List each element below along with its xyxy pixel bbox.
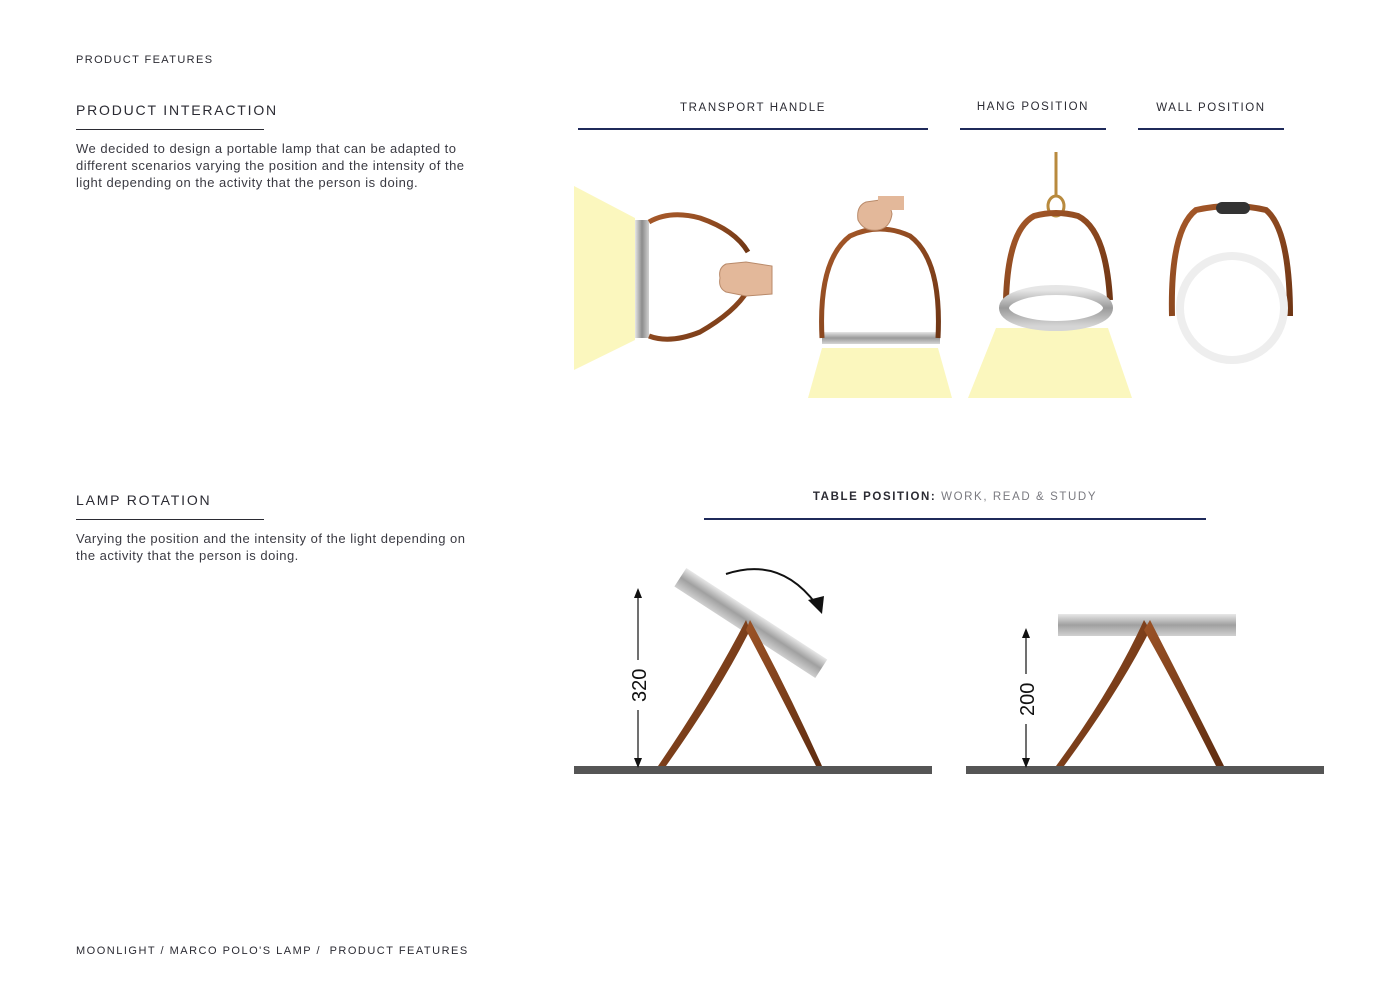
transport-side-lamp xyxy=(574,186,772,370)
rotation-title-rule xyxy=(76,519,264,520)
table-surface-left xyxy=(574,766,932,774)
transport-upright-lamp xyxy=(808,196,952,398)
transport-handle-title: TRANSPORT HANDLE xyxy=(680,102,826,114)
page-label: PRODUCT FEATURES xyxy=(76,54,214,66)
hang-light-beam xyxy=(968,328,1132,398)
rotation-illustrations xyxy=(560,540,1340,790)
footer-part1: MOONLIGHT / MARCO POLO'S LAMP / xyxy=(76,945,322,957)
rotate-arrowhead-icon xyxy=(808,596,824,614)
hang-position-rule xyxy=(960,128,1106,130)
wall-position-title: WALL POSITION xyxy=(1156,102,1266,114)
hang-lamp xyxy=(968,152,1132,398)
dimension-200: 200 xyxy=(1017,682,1039,716)
interaction-title-rule xyxy=(76,129,264,130)
wall-hook xyxy=(1216,202,1250,214)
footer-part2: PRODUCT FEATURES xyxy=(329,945,469,957)
table-position-title xyxy=(704,491,1206,503)
interaction-text: We decided to design a portable lamp that can be adapted to different scenarios varying the position and the intensity of the light depending on the activity that the person is doing. xyxy=(76,141,465,190)
upright-lamp-disc xyxy=(822,332,940,344)
table-position-light: WORK, READ & STUDY xyxy=(941,491,1098,503)
hang-position-title: HANG POSITION xyxy=(976,101,1090,113)
hang-ring xyxy=(1004,290,1108,326)
side-handle-top xyxy=(649,215,748,252)
interaction-title: PRODUCT INTERACTION xyxy=(76,102,278,118)
table-surface-right xyxy=(966,766,1324,774)
wall-position-rule xyxy=(1138,128,1284,130)
dimension-320: 320 xyxy=(629,668,651,702)
footer-breadcrumb xyxy=(76,945,473,957)
flat-leg-right xyxy=(1144,620,1224,766)
wall-ring xyxy=(1180,256,1284,360)
table-position-bold: TABLE POSITION: xyxy=(812,491,937,503)
side-light-beam xyxy=(574,186,635,370)
side-lamp-disc xyxy=(635,220,649,338)
flat-leg-left xyxy=(1056,620,1150,766)
tilted-lamp xyxy=(574,568,932,774)
table-position-rule xyxy=(704,518,1206,520)
wall-handle xyxy=(1172,206,1290,316)
upright-wrist xyxy=(878,196,904,210)
transport-handle-rule xyxy=(578,128,928,130)
upright-light-beam xyxy=(808,348,952,398)
rotation-title: LAMP ROTATION xyxy=(76,492,212,508)
flat-lamp xyxy=(966,614,1324,774)
side-hand-icon xyxy=(720,262,772,296)
wall-lamp xyxy=(1172,202,1290,360)
tilted-leg-left xyxy=(658,620,750,766)
interaction-illustrations xyxy=(560,140,1340,410)
upright-handle xyxy=(822,229,939,338)
side-handle-bottom xyxy=(649,290,748,339)
rotate-arrow-icon xyxy=(726,569,816,604)
rotation-text: Varying the position and the intensity of the light depending on the activity that the person is doing. xyxy=(76,531,466,563)
